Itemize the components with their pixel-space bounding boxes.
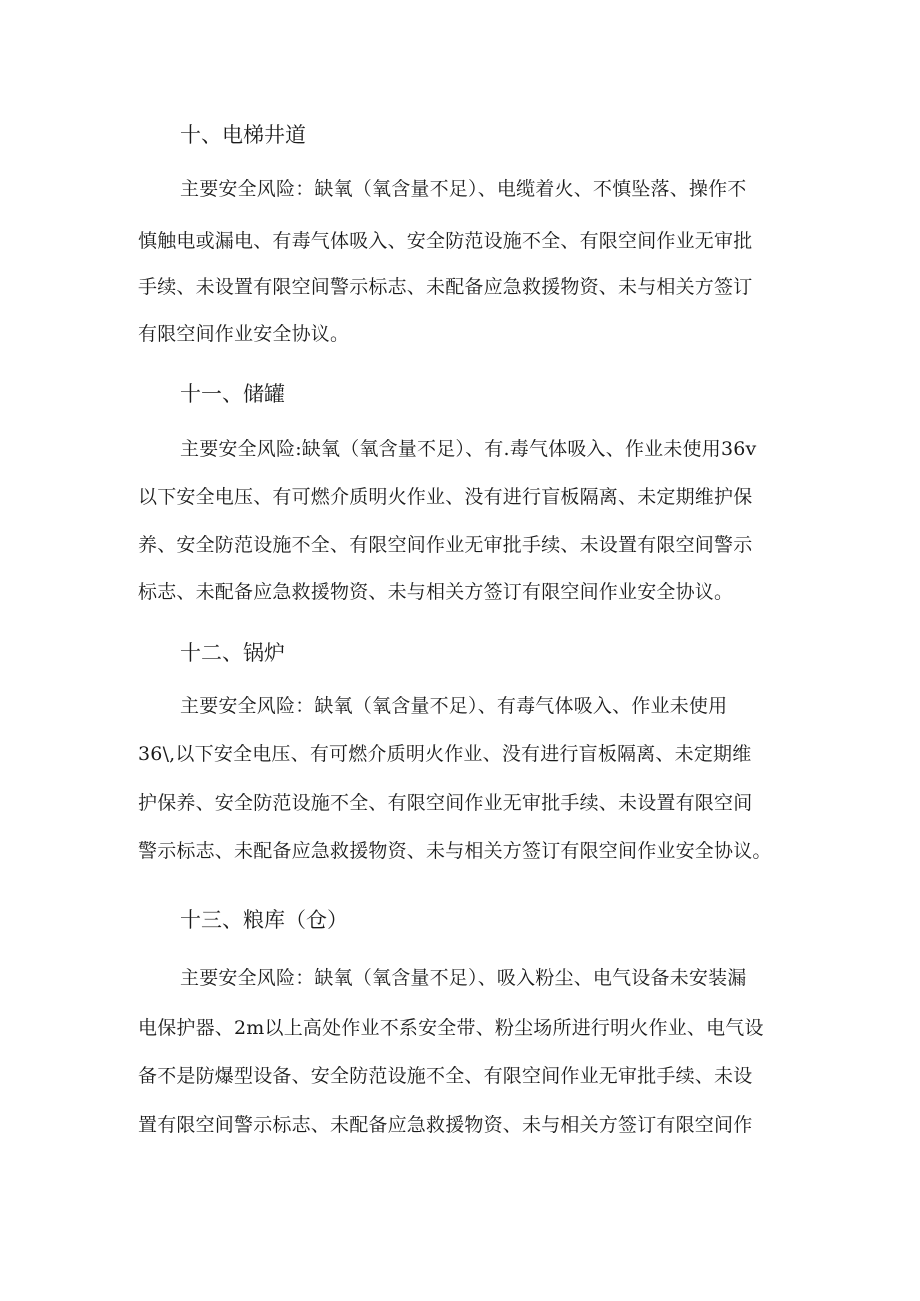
- section-heading: 十二、锅炉: [180, 641, 285, 665]
- section-heading: 十三、粮库（仓）: [180, 908, 348, 932]
- paragraph-line: 36\,以下安全电压、有可燃介质明火作业、没有进行盲板隔离、未定期维: [138, 743, 752, 765]
- paragraph-line: 以下安全电压、有可燃介质明火作业、没有进行盲板隔离、未定期维护保: [138, 486, 753, 508]
- section-heading: 十、电梯井道: [180, 123, 306, 147]
- paragraph-line: 电保护器、2m以上高处作业不系安全带、粉尘场所进行明火作业、电气设: [138, 1017, 764, 1039]
- paragraph-line: 标志、未配备应急救援物资、未与相关方签订有限空间作业安全协议。: [138, 581, 734, 603]
- paragraph-line: 警示标志、未配备应急救援物资、未与相关方签订有限空间作业安全协议。: [138, 840, 772, 862]
- paragraph-line: 主要安全风险:缺氧（氧含量不足）、有.毒气体吸入、作业未使用36v: [180, 438, 757, 460]
- paragraph-line: 主要安全风险：缺氧（氧含量不足）、电缆着火、不慎坠落、操作不: [180, 178, 747, 200]
- paragraph-line: 置有限空间警示标志、未配备应急救援物资、未与相关方签订有限空间作: [138, 1114, 753, 1136]
- paragraph-line: 主要安全风险：缺氧（氧含量不足）、有毒气体吸入、作业未使用: [180, 695, 728, 717]
- paragraph-line: 慎触电或漏电、有毒气体吸入、安全防范设施不全、有限空间作业无审批: [138, 230, 753, 252]
- paragraph-line: 手续、未设置有限空间警示标志、未配备应急救援物资、未与相关方签订: [138, 276, 753, 298]
- paragraph-line: 养、安全防范设施不全、有限空间作业无审批手续、未设置有限空间警示: [138, 534, 753, 556]
- paragraph-line: 备不是防爆型设备、安全防范设施不全、有限空间作业无审批手续、未设: [138, 1065, 753, 1087]
- paragraph-line: 有限空间作业安全协议。: [138, 323, 350, 345]
- section-heading: 十一、储罐: [180, 382, 285, 406]
- paragraph-line: 护保养、安全防范设施不全、有限空间作业无审批手续、未设置有限空间: [138, 792, 753, 814]
- paragraph-line: 主要安全风险：缺氧（氧含量不足）、吸入粉尘、电气设备未安装漏: [180, 967, 747, 989]
